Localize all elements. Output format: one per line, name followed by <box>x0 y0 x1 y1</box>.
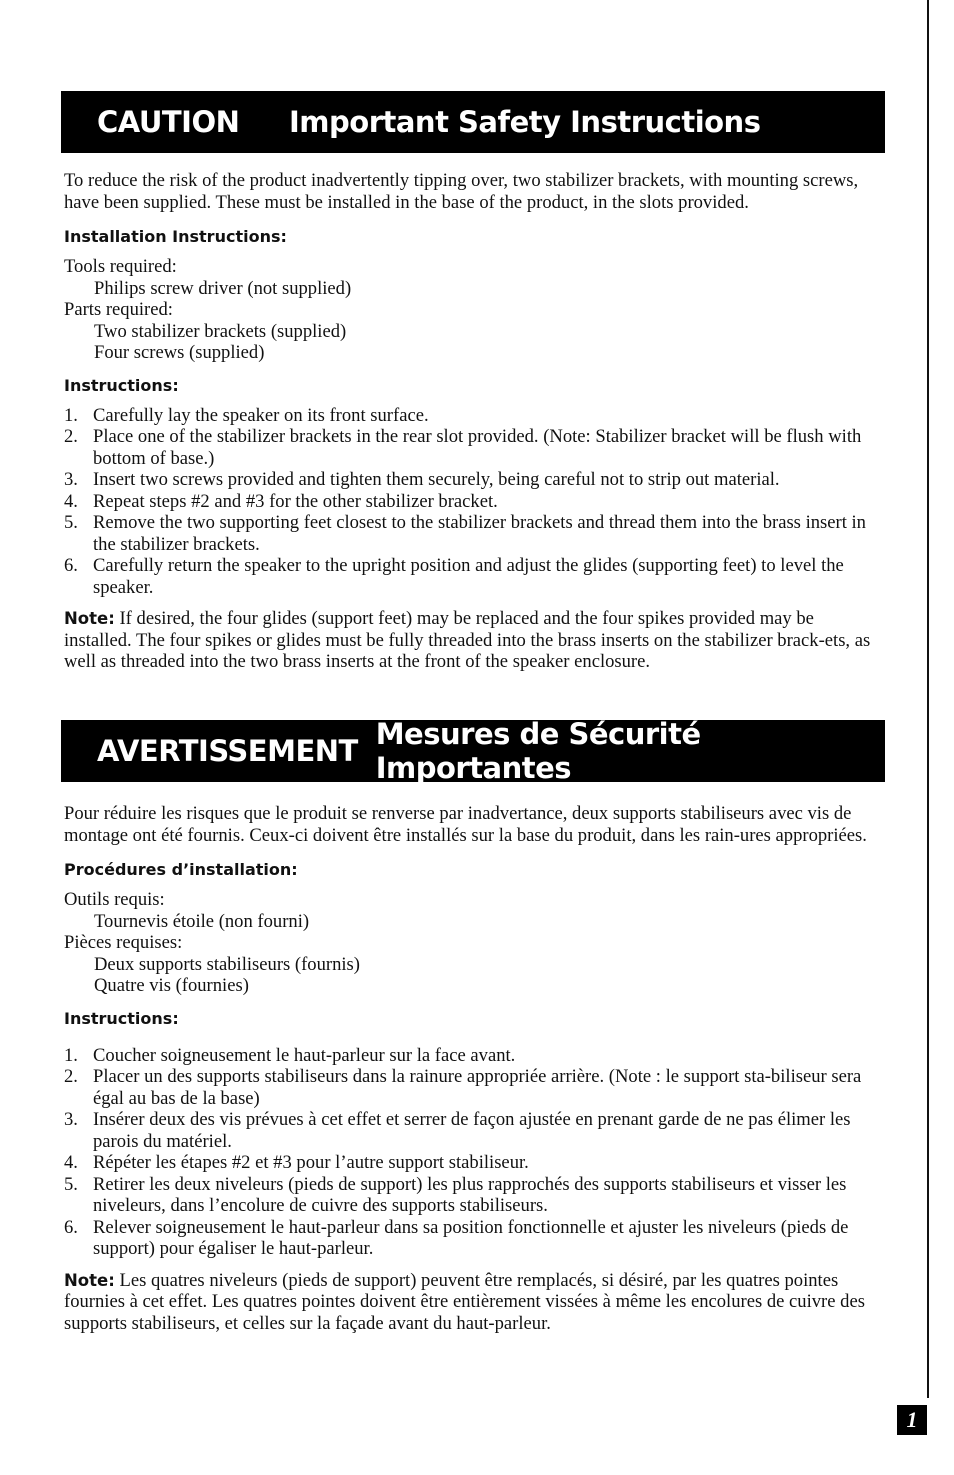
instruction-step: 4. Répéter les étapes #2 et #3 pour l’autre support stabiliseur. <box>64 1152 529 1173</box>
installation-heading: Procédures d’installation: <box>64 860 298 879</box>
english-body <box>61 170 885 673</box>
note-text: If desired, the four glides (support feet) may be replaced and the four spikes provided may be installed. The four spikes or glides must be fully threaded into the brass inserts on the stabilizer brack-ets, as well as threaded into the two brass inserts at the front of the speaker enclosure. <box>64 608 871 672</box>
instruction-step: 1. Coucher soigneusement le haut-parleur sur la face avant. <box>64 1044 516 1066</box>
french-section <box>61 717 885 1334</box>
parts-label: Parts required: <box>64 299 173 320</box>
requirements-block <box>64 889 885 997</box>
instruction-step: 3. Insert two screws provided and tighten them securely, being careful not to strip out material. <box>64 469 780 490</box>
instructions-heading: Instructions: <box>64 1008 179 1028</box>
instruction-step: 5. Retirer les deux niveleurs (pieds de support) les plus rapprochés des supports stabiliseurs et visser les niveleurs, dans l’encolure de cuivre des supports stabiliseurs. <box>64 1173 847 1216</box>
note-label: Note: <box>64 609 115 628</box>
french-body <box>61 803 885 1334</box>
instruction-step: 1. Carefully lay the speaker on its front surface. <box>64 404 429 426</box>
note-paragraph <box>64 608 885 673</box>
tool-item: Tournevis étoile (non fourni) <box>94 910 310 932</box>
installation-heading: Installation Instructions: <box>64 227 287 246</box>
banner-title: Important Safety Instructions <box>289 105 761 139</box>
note-label: Note: <box>64 1270 115 1290</box>
instruction-step: 2. Place one of the stabilizer brackets in the rear slot provided. (Note: Stabilizer bracket will be flush with bottom of base.) <box>64 426 862 469</box>
tools-label: Tools required: <box>64 256 177 277</box>
instruction-steps <box>64 405 885 599</box>
intro-paragraph: To reduce the risk of the product inadvertently tipping over, two stabilizer brackets, with mounting screws, have been supplied. These must be installed in the base of the product, in the slots provided. <box>64 170 859 213</box>
tools-label: Outils requis: <box>64 889 165 910</box>
intro-paragraph: Pour réduire les risques que le produit se renverse par inadvertance, deux supports stabiliseurs avec vis de montage ont été fournis. Ceux-ci doivent être installés sur la base du produit, dans les rain-ures appropriées. <box>64 803 867 846</box>
instruction-steps <box>64 1045 885 1260</box>
part-item: Deux supports stabiliseurs (fournis) <box>94 953 360 975</box>
instructions-heading: Instructions: <box>64 375 179 395</box>
instruction-step: 4. Repeat steps #2 and #3 for the other stabilizer bracket. <box>64 490 498 512</box>
instruction-step: 3. Insérer deux des vis prévues à cet effet et serrer de façon ajustée en prenant garde de ne pas élimer les parois du matériel. <box>64 1109 851 1152</box>
note-text: Les quatres niveleurs (pieds de support) peuvent être remplacés, si désiré, par les quatres pointes fournies à cet effet. Les quatres pointes doivent être entièrement vissées à même les encolures de cuivre des supports stabiliseurs, et celles sur la façade avant du haut-parleur. <box>64 1269 865 1334</box>
note-paragraph <box>64 1270 885 1335</box>
part-item: Two stabilizer brackets (supplied) <box>94 320 347 342</box>
tool-item: Philips screw driver (not supplied) <box>94 277 352 299</box>
instruction-step: 5. Remove the two supporting feet closest to the stabilizer brackets and thread them into the brass insert in the stabilizer brackets. <box>64 512 866 555</box>
requirements-block <box>64 256 885 364</box>
avertissement-banner <box>61 717 885 785</box>
caution-banner <box>61 91 885 153</box>
banner-label: AVERTISSEMENT <box>97 734 358 768</box>
instruction-step: 6. Carefully return the speaker to the upright position and adjust the glides (supporting feet) to level the speaker. <box>64 555 844 598</box>
instruction-step: 2. Placer un des supports stabiliseurs dans la rainure appropriée arrière. (Note : le support sta-biliseur sera égal au bas de la base) <box>64 1066 862 1109</box>
page-edge-rule <box>927 0 929 1398</box>
instruction-step: 6. Relever soigneusement le haut-parleur dans sa position fonctionnelle et ajuster les niveleurs (pieds de support) pour égaliser le haut-parleur. <box>64 1216 849 1259</box>
banner-title: Mesures de Sécurité Importantes <box>375 717 701 785</box>
banner-label: CAUTION <box>97 105 240 139</box>
part-item: Four screws (supplied) <box>94 342 265 363</box>
english-section <box>61 91 885 673</box>
page-number: 1 <box>897 1405 927 1435</box>
part-item: Quatre vis (fournies) <box>94 975 249 996</box>
parts-label: Pièces requises: <box>64 932 183 953</box>
